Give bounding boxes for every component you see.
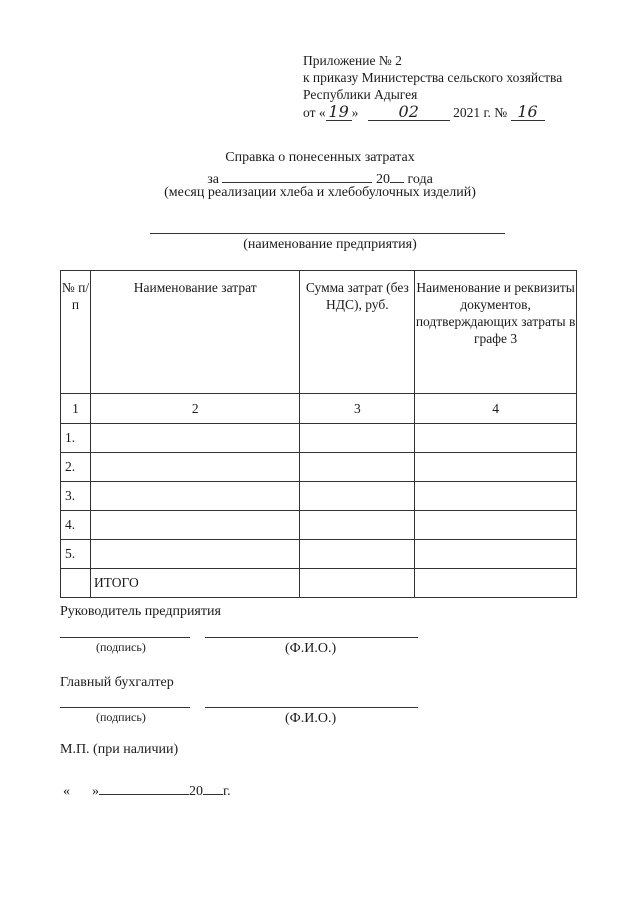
document-cell[interactable]	[415, 453, 577, 482]
document-cell[interactable]	[415, 482, 577, 511]
cost-name-cell[interactable]	[90, 511, 300, 540]
header-number: № п/п	[61, 271, 91, 394]
row-number: 1.	[61, 424, 91, 453]
header-cost-sum: Сумма затрат (без НДС), руб.	[300, 271, 415, 394]
column-number-row	[61, 394, 577, 424]
handwritten-month: 02	[368, 103, 450, 121]
cost-name-cell[interactable]	[90, 540, 300, 569]
column-number: 3	[300, 394, 415, 424]
costs-table	[60, 270, 577, 598]
document-title: Справка о понесенных затратах	[225, 150, 415, 165]
accountant-fio-label: (Ф.И.О.)	[285, 711, 337, 726]
total-row	[61, 569, 577, 598]
handwritten-order-number: 16	[511, 103, 545, 121]
table-row	[61, 511, 577, 540]
head-fio-label: (Ф.И.О.)	[285, 641, 337, 656]
head-signature-field[interactable]	[60, 637, 190, 638]
column-number: 2	[90, 394, 300, 424]
document-cell[interactable]	[415, 540, 577, 569]
total-sum-cell[interactable]	[300, 569, 415, 598]
period-blank[interactable]	[222, 168, 372, 183]
appendix-block	[303, 52, 562, 121]
handwritten-day: 19	[326, 103, 352, 121]
enterprise-label: (наименование предприятия)	[243, 237, 417, 252]
quote-close: »	[351, 105, 359, 120]
table-row	[61, 453, 577, 482]
row-number: 2.	[61, 453, 91, 482]
column-number: 1	[61, 394, 91, 424]
head-fio-field[interactable]	[205, 637, 418, 638]
year-blank[interactable]	[390, 168, 404, 183]
row-number: 5.	[61, 540, 91, 569]
year-number-text: 2021 г. №	[453, 105, 508, 120]
cost-name-cell[interactable]	[90, 482, 300, 511]
date-year-blank[interactable]	[203, 780, 223, 795]
document-cell[interactable]	[415, 511, 577, 540]
period-line: за 20 года	[0, 168, 640, 188]
enterprise-name-field[interactable]	[150, 233, 505, 234]
cost-sum-cell[interactable]	[300, 453, 415, 482]
cost-sum-cell[interactable]	[300, 540, 415, 569]
header-cost-name: Наименование затрат	[90, 271, 300, 394]
cost-sum-cell[interactable]	[300, 424, 415, 453]
table-row	[61, 540, 577, 569]
cost-sum-cell[interactable]	[300, 511, 415, 540]
total-number-cell	[61, 569, 91, 598]
cost-sum-cell[interactable]	[300, 482, 415, 511]
date-line: « » 20 г.	[63, 780, 231, 800]
total-label: ИТОГО	[90, 569, 300, 598]
accountant-title: Главный бухгалтер	[60, 675, 174, 690]
stamp-note: М.П. (при наличии)	[60, 742, 179, 757]
document-cell[interactable]	[415, 424, 577, 453]
table-row	[61, 482, 577, 511]
appendix-date-line	[303, 103, 562, 121]
date-prefix: от «	[303, 105, 326, 120]
accountant-fio-field[interactable]	[205, 707, 418, 708]
table-row	[61, 424, 577, 453]
appendix-title: Приложение № 2	[303, 53, 402, 68]
period-hint: (месяц реализации хлеба и хлебобулочных изделий)	[164, 185, 476, 200]
row-number: 3.	[61, 482, 91, 511]
cost-name-cell[interactable]	[90, 453, 300, 482]
head-signature-label: (подпись)	[96, 640, 146, 654]
column-number: 4	[415, 394, 577, 424]
table-header-row	[61, 271, 577, 394]
date-month-blank[interactable]	[99, 780, 189, 795]
row-number: 4.	[61, 511, 91, 540]
header-documents: Наименование и реквизиты документов, подтверждающих затраты в графе 3	[415, 271, 577, 394]
appendix-order: к приказу Министерства сельского хозяйства	[303, 70, 563, 85]
appendix-region: Республики Адыгея	[303, 87, 418, 102]
accountant-signature-label: (подпись)	[96, 710, 146, 724]
cost-name-cell[interactable]	[90, 424, 300, 453]
head-title: Руководитель предприятия	[60, 604, 221, 619]
total-document-cell[interactable]	[415, 569, 577, 598]
accountant-signature-field[interactable]	[60, 707, 190, 708]
